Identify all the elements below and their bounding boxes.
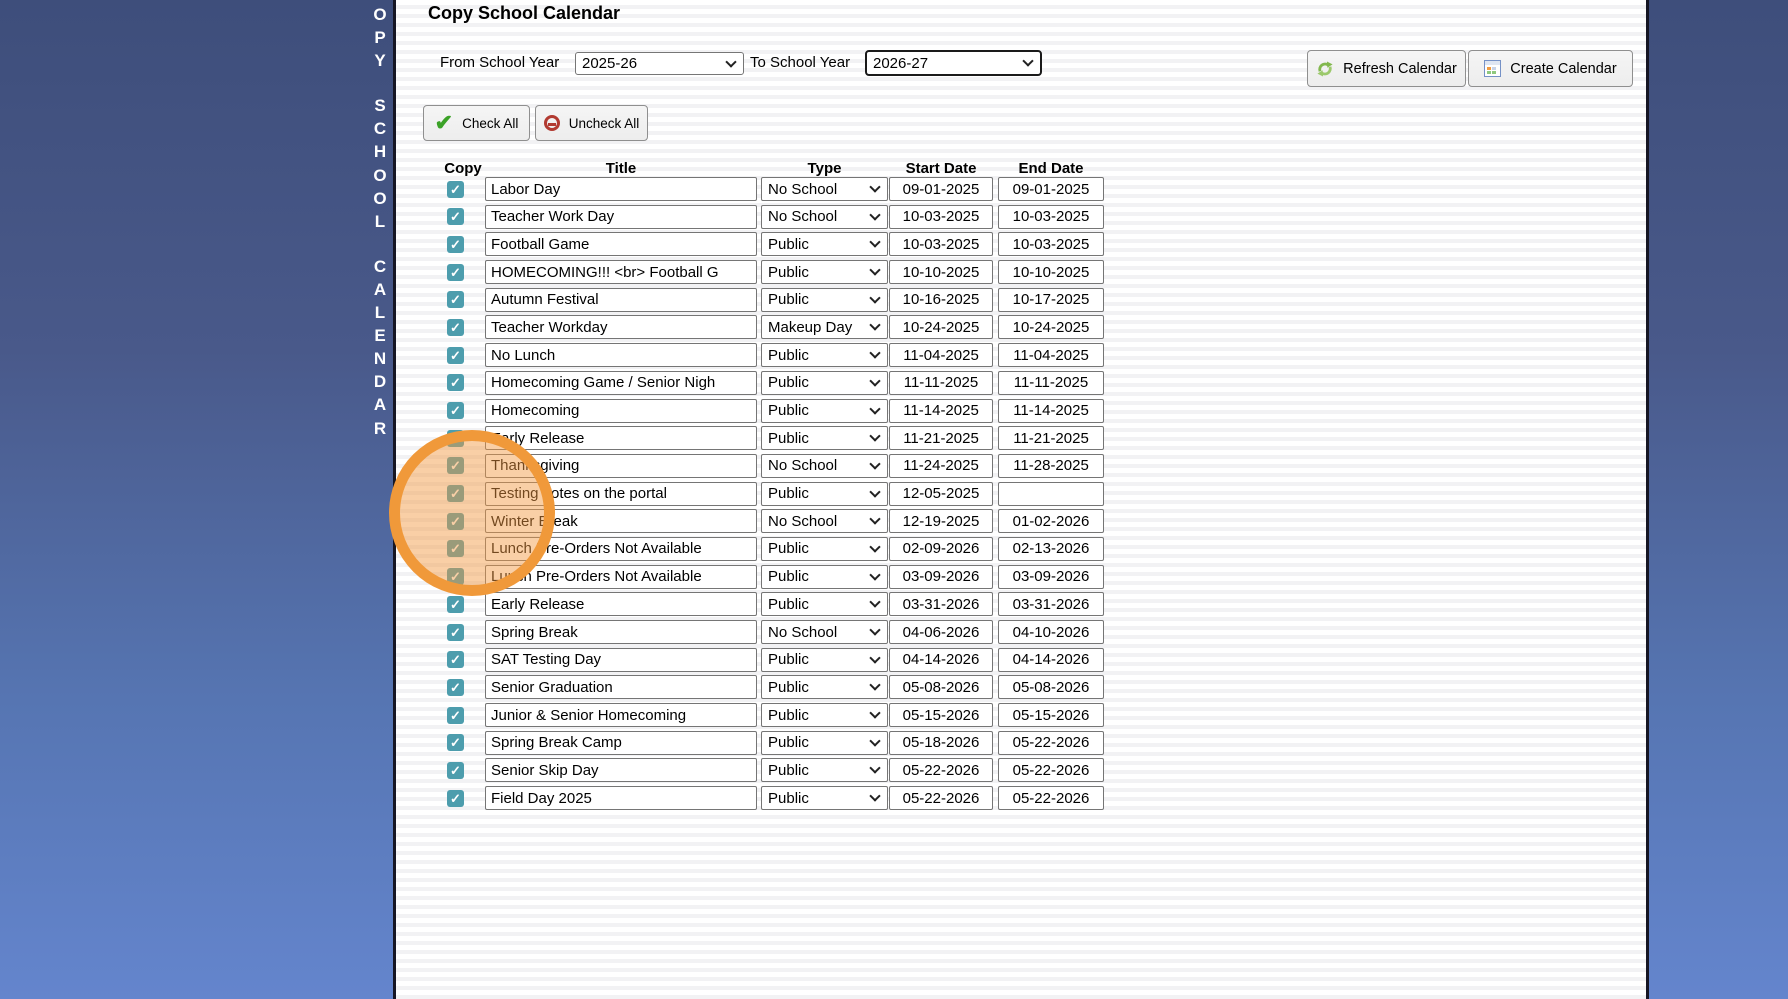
checkmark-icon: ✓ — [450, 403, 461, 418]
checkmark-icon: ✓ — [450, 735, 461, 751]
event-type-select[interactable]: Public — [761, 565, 888, 589]
start-date-input[interactable] — [889, 343, 993, 367]
chevron-down-icon — [869, 486, 880, 497]
checkmark-icon: ✓ — [450, 375, 461, 391]
event-type-select[interactable]: Public — [761, 731, 888, 755]
content-panel — [393, 0, 1649, 999]
sidebar-title-letter: A — [373, 279, 387, 299]
event-type-select[interactable]: Public — [761, 260, 888, 284]
end-date-input[interactable] — [998, 648, 1104, 672]
copy-checkbox[interactable] — [447, 457, 464, 474]
from-school-year-value: 2025-26 — [582, 55, 638, 72]
copy-checkbox[interactable] — [447, 513, 464, 530]
sidebar-title-letter: E — [374, 326, 386, 346]
copy-checkbox[interactable] — [447, 374, 464, 391]
calendar-icon — [1484, 60, 1501, 77]
check-all-button[interactable] — [423, 105, 530, 141]
copy-checkbox[interactable] — [447, 762, 464, 779]
end-date-input[interactable] — [998, 537, 1104, 561]
start-date-input[interactable] — [889, 620, 993, 644]
end-date-input[interactable] — [998, 675, 1104, 699]
checkmark-icon: ✓ — [450, 569, 461, 585]
checkmark-icon: ✓ — [450, 292, 461, 308]
start-date-input[interactable] — [889, 371, 993, 395]
event-title-input[interactable] — [485, 482, 757, 506]
sidebar-title-letter: O — [373, 5, 387, 24]
chevron-down-icon — [869, 181, 880, 192]
copy-checkbox[interactable] — [447, 651, 464, 668]
table-row — [396, 454, 1646, 482]
event-title-input[interactable] — [485, 371, 757, 395]
chevron-down-icon — [869, 320, 880, 331]
chevron-down-icon — [869, 763, 880, 774]
event-title-input[interactable] — [485, 731, 757, 755]
event-title-input[interactable] — [485, 260, 757, 284]
event-type-select[interactable]: No School — [761, 177, 888, 201]
checkmark-icon: ✓ — [450, 486, 461, 502]
check-icon: ✔ — [434, 110, 454, 135]
event-type-select[interactable]: Public — [761, 482, 888, 506]
checkmark-icon: ✓ — [450, 541, 461, 557]
event-type-select[interactable]: Public — [761, 703, 888, 727]
sidebar-title-letter: L — [374, 211, 386, 231]
start-date-input[interactable] — [889, 232, 993, 256]
event-title-input[interactable] — [485, 399, 757, 423]
checkmark-icon: ✓ — [450, 790, 461, 806]
event-title-input[interactable] — [485, 758, 757, 782]
checkmark-icon: ✓ — [450, 596, 461, 612]
event-title-input[interactable] — [485, 315, 757, 339]
start-date-input[interactable] — [889, 482, 993, 506]
end-date-input[interactable] — [998, 343, 1104, 367]
end-date-input[interactable] — [998, 786, 1104, 810]
end-date-input[interactable] — [998, 205, 1104, 229]
end-date-input[interactable] — [998, 232, 1104, 256]
event-title-input[interactable] — [485, 648, 757, 672]
event-title-input[interactable] — [485, 675, 757, 699]
event-title-input[interactable] — [485, 509, 757, 533]
event-title-input[interactable] — [485, 288, 757, 312]
end-date-input[interactable] — [998, 177, 1104, 201]
copy-checkbox[interactable] — [447, 707, 464, 724]
copy-checkbox[interactable] — [447, 291, 464, 308]
end-date-input[interactable] — [998, 399, 1104, 423]
sidebar-title-letter: L — [374, 303, 386, 323]
table-row — [396, 399, 1646, 427]
table-row — [396, 509, 1646, 537]
column-header-title: Title — [605, 160, 637, 177]
chevron-down-icon — [869, 209, 880, 220]
to-school-year-select[interactable] — [865, 50, 1042, 76]
checkmark-icon: ✓ — [450, 319, 461, 335]
end-date-input[interactable] — [998, 565, 1104, 589]
copy-checkbox[interactable] — [447, 181, 464, 198]
end-date-input[interactable] — [998, 731, 1104, 755]
chevron-down-icon — [869, 569, 880, 580]
event-title-input[interactable] — [485, 343, 757, 367]
start-date-input[interactable] — [889, 177, 993, 201]
column-header-start-date: Start Date — [905, 160, 977, 177]
checkmark-icon: ✓ — [450, 707, 461, 723]
event-type-select[interactable]: No School — [761, 454, 888, 478]
copy-checkbox[interactable] — [447, 208, 464, 225]
chevron-down-icon — [869, 514, 880, 525]
chevron-down-icon — [869, 541, 880, 552]
chevron-down-icon — [1022, 55, 1033, 66]
event-type-select[interactable]: Public — [761, 592, 888, 616]
table-row — [396, 620, 1646, 648]
table-row — [396, 758, 1646, 786]
event-type-select[interactable]: Public — [761, 399, 888, 423]
sidebar-title-letter: R — [373, 418, 387, 438]
event-title-input[interactable] — [485, 177, 757, 201]
table-row — [396, 675, 1646, 703]
sidebar-vertical-title — [366, 3, 394, 440]
checkmark-icon: ✓ — [450, 513, 461, 529]
chevron-down-icon — [869, 624, 880, 635]
end-date-input[interactable] — [998, 482, 1104, 506]
start-date-input[interactable] — [889, 260, 993, 284]
column-header-end-date: End Date — [1018, 160, 1084, 177]
checkmark-icon: ✓ — [450, 624, 461, 640]
start-date-input[interactable] — [889, 731, 993, 755]
start-date-input[interactable] — [889, 675, 993, 699]
table-row — [396, 260, 1646, 288]
end-date-input[interactable] — [998, 620, 1104, 644]
start-date-input[interactable] — [889, 454, 993, 478]
sidebar-title-letter: D — [373, 372, 387, 392]
column-header-copy: Copy — [444, 160, 482, 177]
copy-checkbox[interactable] — [447, 790, 464, 807]
table-row — [396, 343, 1646, 371]
event-type-select[interactable]: Public — [761, 371, 888, 395]
event-title-input[interactable] — [485, 565, 757, 589]
start-date-input[interactable] — [889, 565, 993, 589]
chevron-down-icon — [869, 597, 880, 608]
event-title-input[interactable] — [485, 620, 757, 644]
copy-checkbox[interactable] — [447, 236, 464, 253]
checkmark-icon: ✓ — [450, 458, 461, 474]
table-row — [396, 537, 1646, 565]
from-school-year-label: From School Year — [440, 54, 560, 71]
chevron-down-icon — [869, 292, 880, 303]
sidebar-title-letter: P — [374, 28, 386, 48]
copy-checkbox[interactable] — [447, 734, 464, 751]
start-date-input[interactable] — [889, 537, 993, 561]
event-title-input[interactable] — [485, 537, 757, 561]
copy-checkbox[interactable] — [447, 319, 464, 336]
to-school-year-value: 2026-27 — [873, 54, 929, 72]
copy-checkbox[interactable] — [447, 402, 464, 419]
checkmark-icon: ✓ — [450, 679, 461, 695]
copy-checkbox[interactable] — [447, 430, 464, 447]
event-title-input[interactable] — [485, 232, 757, 256]
event-title-input[interactable] — [485, 703, 757, 727]
start-date-input[interactable] — [889, 205, 993, 229]
end-date-input[interactable] — [998, 758, 1104, 782]
start-date-input[interactable] — [889, 315, 993, 339]
event-type-select[interactable]: No School — [761, 620, 888, 644]
sidebar-title-letter: S — [374, 96, 386, 116]
event-title-input[interactable] — [485, 205, 757, 229]
end-date-input[interactable] — [998, 509, 1104, 533]
event-type-select[interactable]: No School — [761, 509, 888, 533]
checkmark-icon: ✓ — [450, 209, 461, 225]
start-date-input[interactable] — [889, 648, 993, 672]
start-date-input[interactable] — [889, 758, 993, 782]
chevron-down-icon — [869, 347, 880, 358]
copy-checkbox[interactable] — [447, 347, 464, 364]
refresh-icon — [1316, 60, 1334, 78]
column-header-type: Type — [807, 160, 842, 177]
event-title-input[interactable] — [485, 454, 757, 478]
chevron-down-icon — [869, 375, 880, 386]
start-date-input[interactable] — [889, 509, 993, 533]
chevron-down-icon — [725, 56, 736, 67]
check-all-label: Check All — [462, 115, 519, 131]
table-row — [396, 288, 1646, 316]
event-type-select[interactable]: Public — [761, 537, 888, 561]
no-sign-icon — [544, 115, 560, 131]
copy-checkbox[interactable] — [447, 540, 464, 557]
table-rows — [396, 177, 1646, 814]
chevron-down-icon — [869, 790, 880, 801]
sidebar-title-letter: C — [373, 119, 387, 139]
event-type-select[interactable]: Public — [761, 675, 888, 699]
event-type-select[interactable]: Public — [761, 648, 888, 672]
event-type-select[interactable]: Makeup Day — [761, 315, 888, 339]
table-row — [396, 232, 1646, 260]
event-type-select[interactable]: No School — [761, 205, 888, 229]
table-row — [396, 482, 1646, 510]
event-title-input[interactable] — [485, 592, 757, 616]
table-row — [396, 426, 1646, 454]
copy-checkbox[interactable] — [447, 679, 464, 696]
table-row — [396, 177, 1646, 205]
chevron-down-icon — [869, 680, 880, 691]
sidebar-title-letter: H — [373, 142, 387, 162]
event-type-select[interactable]: Public — [761, 343, 888, 367]
start-date-input[interactable] — [889, 399, 993, 423]
page-title: Copy School Calendar — [428, 3, 621, 23]
table-row — [396, 315, 1646, 343]
uncheck-all-button[interactable] — [535, 105, 648, 141]
start-date-input[interactable] — [889, 703, 993, 727]
chevron-down-icon — [869, 458, 880, 469]
to-school-year-label: To School Year — [750, 54, 851, 71]
table-row — [396, 731, 1646, 759]
event-type-select[interactable]: Public — [761, 232, 888, 256]
from-school-year-select[interactable] — [575, 52, 744, 75]
sidebar-title-letter: O — [373, 188, 387, 208]
sidebar-title-letter: N — [373, 349, 387, 369]
copy-checkbox[interactable] — [447, 596, 464, 613]
end-date-input[interactable] — [998, 454, 1104, 478]
chevron-down-icon — [869, 237, 880, 248]
end-date-input[interactable] — [998, 260, 1104, 284]
refresh-calendar-button[interactable] — [1307, 50, 1466, 87]
chevron-down-icon — [869, 735, 880, 746]
copy-checkbox[interactable] — [447, 264, 464, 281]
checkmark-icon: ✓ — [450, 236, 461, 252]
table-row — [396, 565, 1646, 593]
sidebar-title-letter: O — [373, 165, 387, 185]
start-date-input[interactable] — [889, 786, 993, 810]
end-date-input[interactable] — [998, 592, 1104, 616]
checkmark-icon: ✓ — [450, 347, 461, 363]
checkmark-icon: ✓ — [450, 652, 461, 668]
table-row — [396, 703, 1646, 731]
table-row — [396, 648, 1646, 676]
event-type-select[interactable]: Public — [761, 786, 888, 810]
uncheck-all-label: Uncheck All — [568, 115, 640, 131]
table-row — [396, 786, 1646, 814]
table-row — [396, 371, 1646, 399]
event-title-input[interactable] — [485, 426, 757, 450]
sidebar-title-letter: C — [373, 256, 387, 276]
checkmark-icon: ✓ — [450, 264, 461, 280]
sidebar-title-letter: A — [373, 395, 387, 415]
chevron-down-icon — [869, 707, 880, 718]
table-row — [396, 205, 1646, 233]
create-calendar-button[interactable] — [1468, 50, 1633, 87]
chevron-down-icon — [869, 264, 880, 275]
end-date-input[interactable] — [998, 371, 1104, 395]
event-type-select[interactable]: Public — [761, 758, 888, 782]
event-title-input[interactable] — [485, 786, 757, 810]
start-date-input[interactable] — [889, 592, 993, 616]
start-date-input[interactable] — [889, 426, 993, 450]
copy-checkbox[interactable] — [447, 624, 464, 641]
create-calendar-label: Create Calendar — [1510, 60, 1617, 77]
event-type-select[interactable]: Public — [761, 288, 888, 312]
chevron-down-icon — [869, 403, 880, 414]
end-date-input[interactable] — [998, 426, 1104, 450]
chevron-down-icon — [869, 431, 880, 442]
start-date-input[interactable] — [889, 288, 993, 312]
checkmark-icon: ✓ — [450, 181, 461, 197]
copy-checkbox[interactable] — [447, 568, 464, 585]
checkmark-icon: ✓ — [450, 430, 461, 446]
end-date-input[interactable] — [998, 703, 1104, 727]
event-type-select[interactable]: Public — [761, 426, 888, 450]
end-date-input[interactable] — [998, 315, 1104, 339]
end-date-input[interactable] — [998, 288, 1104, 312]
refresh-calendar-label: Refresh Calendar — [1343, 60, 1457, 77]
copy-checkbox[interactable] — [447, 485, 464, 502]
chevron-down-icon — [869, 652, 880, 663]
sidebar-title-letter: Y — [374, 51, 386, 71]
table-row — [396, 592, 1646, 620]
checkmark-icon: ✓ — [450, 762, 461, 778]
